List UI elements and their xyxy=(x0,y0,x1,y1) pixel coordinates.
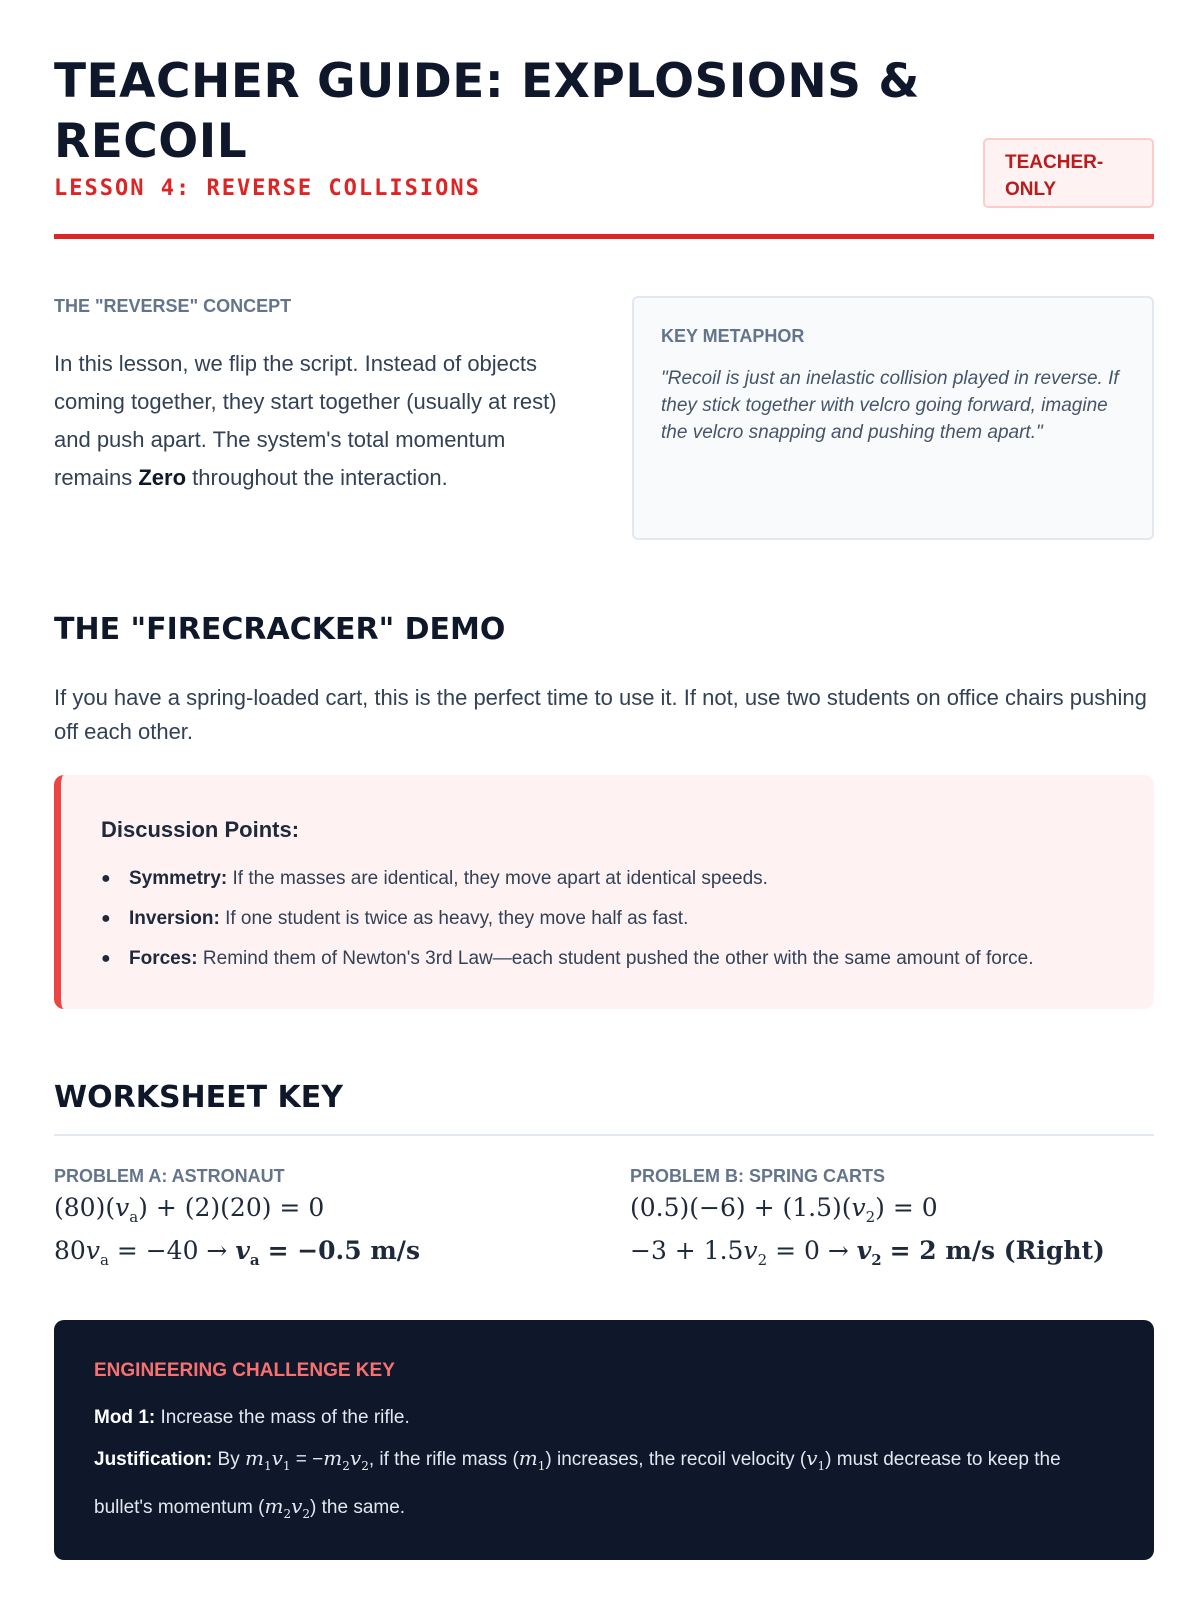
problem-b-equation-2: $-3 + 1.5v_2 = 0 \to v_2 = 2$ m/s (Right) xyxy=(630,1236,1105,1269)
worksheet-heading: WORKSHEET KEY xyxy=(54,1080,344,1115)
lesson-subtitle: LESSON 4: REVERSE COLLISIONS xyxy=(54,176,481,201)
engineering-challenge-box xyxy=(54,1320,1154,1560)
bullet-icon: ● xyxy=(101,870,111,887)
firecracker-heading: THE "FIRECRACKER" DEMO xyxy=(54,612,506,647)
problem-b xyxy=(630,1166,1160,1277)
list-item xyxy=(101,899,1114,939)
justification-term: Justification: xyxy=(94,1449,213,1470)
problem-b-label: PROBLEM B: SPRING CARTS xyxy=(630,1166,886,1186)
concept-text-bold: Zero xyxy=(138,465,187,490)
engineering-label: ENGINEERING CHALLENGE KEY xyxy=(94,1360,395,1381)
mod-text: Increase the mass of the rifle. xyxy=(155,1407,410,1428)
discussion-title: Discussion Points: xyxy=(101,817,300,842)
problem-a-label: PROBLEM A: ASTRONAUT xyxy=(54,1166,285,1186)
list-item xyxy=(101,859,1114,899)
discussion-list xyxy=(101,859,1114,979)
concept-text xyxy=(54,345,584,497)
problem-a-equation-2: $80v_a = -40 \to v_a = -0.5$ m/s xyxy=(54,1236,421,1269)
key-metaphor-box xyxy=(632,296,1154,540)
header-divider xyxy=(54,234,1154,239)
item-term: Inversion: xyxy=(129,908,220,929)
list-item xyxy=(101,939,1114,979)
concept-section xyxy=(54,296,584,497)
mod-term: Mod 1: xyxy=(94,1407,156,1428)
bullet-icon: ● xyxy=(101,910,111,927)
item-text: Remind them of Newton's 3rd Law—each student pushed the other with the same amount of force. xyxy=(197,948,1034,969)
concept-text-end: throughout the interaction. xyxy=(186,465,448,490)
problem-a xyxy=(54,1166,584,1277)
metaphor-quote: "Recoil is just an inelastic collision played in reverse. If they stick together with velcro going forward, imagine the velcro snapping and pushing them apart." xyxy=(661,368,1119,443)
problem-b-equation-1: $(0.5)(-6) + (1.5)(v_2) = 0$ xyxy=(630,1193,938,1226)
concept-text-start: In this lesson, we flip the script. Instead of objects coming together, they start together (usually at rest) and push apart. The system's total momentum remains xyxy=(54,351,557,490)
justification-text: By $m_1v_1 = -m_2v_2$, if the rifle mass $(m_1)$ increases, the recoil velocity $(v_1)$ must decrease to keep the bullet's momentum $(m_2v_2)$ the same. xyxy=(94,1446,1061,1521)
concept-label: THE "REVERSE" CONCEPT xyxy=(54,296,292,316)
teacher-only-badge: TEACHER- ONLY xyxy=(983,138,1154,208)
item-term: Symmetry: xyxy=(129,868,228,889)
firecracker-text: If you have a spring-loaded cart, this is the perfect time to use it. If not, use two students on office chairs pushing off each other. xyxy=(54,685,1147,744)
worksheet-divider xyxy=(54,1134,1154,1136)
item-term: Forces: xyxy=(129,948,198,969)
problem-a-equation-1: $(80)(v_a) + (2)(20) = 0$ xyxy=(54,1193,325,1226)
header xyxy=(54,52,1154,242)
discussion-box xyxy=(54,775,1154,1009)
item-text: If the masses are identical, they move apart at identical speeds. xyxy=(227,868,768,889)
mod-line xyxy=(94,1398,1114,1438)
metaphor-label: KEY METAPHOR xyxy=(661,326,805,346)
justification-line xyxy=(94,1438,1114,1534)
page-title: TEACHER GUIDE: EXPLOSIONS & RECOIL xyxy=(54,54,920,169)
bullet-icon: ● xyxy=(101,950,111,967)
item-text: If one student is twice as heavy, they move half as fast. xyxy=(219,908,689,929)
